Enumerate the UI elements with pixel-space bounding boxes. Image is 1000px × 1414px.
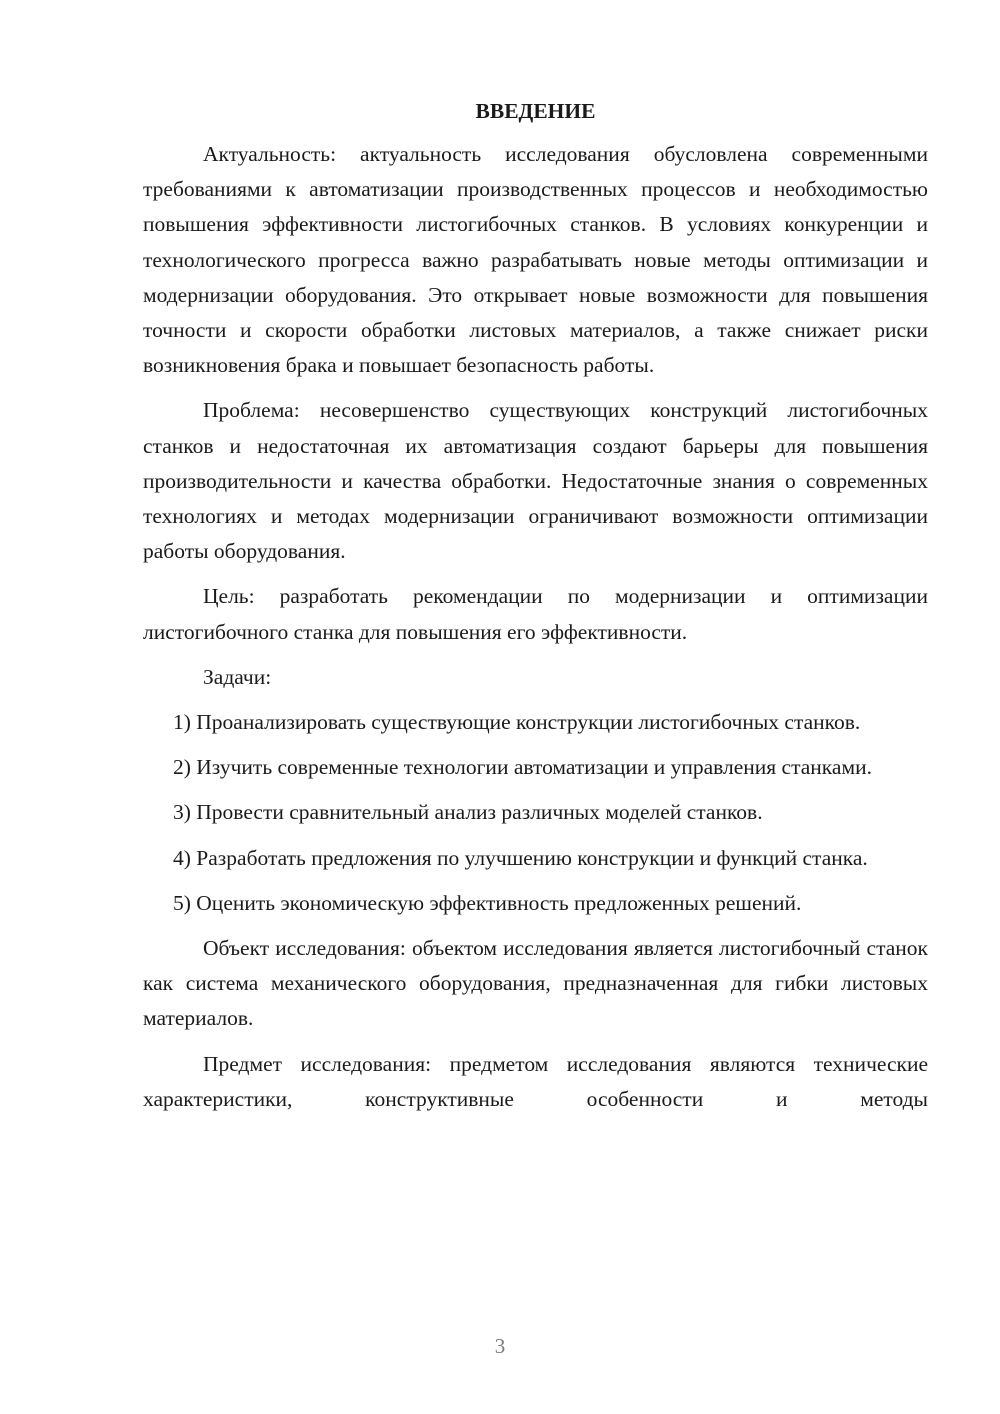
task-item-1: 1) Проанализировать существующие конструкции листогибочных станков.: [173, 710, 861, 735]
paragraph-object: Объект исследования: объектом исследования является листогибочный станок как система механического оборудования, предназначенная для гибки листовых материалов.: [143, 936, 928, 1031]
task-item-2: 2) Изучить современные технологии автоматизации и управления станками.: [173, 755, 872, 780]
document-page: [143, 95, 928, 1127]
task-item-4: 4) Разработать предложения по улучшению конструкции и функций станка.: [173, 845, 868, 870]
paragraph-problem: Проблема: несовершенство существующих конструкций листогибочных станков и недостаточная их автоматизация создают барьеры для повышения производительности и качества обработки. Недостаточные знания о современных технологиях и методах модернизации ограничивают возможности оптимизации работы оборудования.: [143, 398, 928, 564]
tasks-heading: Задачи:: [203, 664, 272, 689]
task-item-3: 3) Провести сравнительный анализ различных моделей станков.: [173, 800, 763, 825]
page-number: 3: [494, 1334, 506, 1358]
task-item-5: 5) Оценить экономическую эффективность предложенных решений.: [173, 890, 802, 915]
paragraph-relevance: Актуальность: актуальность исследования обусловлена современными требованиями к автоматизации производственных процессов и необходимостью повышения эффективности листогибочных станков. В условиях конкуренции и технологического прогресса важно разрабатывать новые методы оптимизации и модернизации оборудования. Это открывает новые возможности для повышения точности и скорости обработки листовых материалов, а также снижает риски возникновения брака и повышает безопасность работы.: [143, 142, 928, 378]
section-title: ВВЕДЕНИЕ: [475, 99, 596, 123]
paragraph-goal: Цель: разработать рекомендации по модернизации и оптимизации листогибочного станка для повышения его эффективности.: [143, 584, 928, 644]
paragraph-subject: Предмет исследования: предметом исследования являются технические характеристики, конструктивные особенности и методы: [143, 1051, 928, 1111]
